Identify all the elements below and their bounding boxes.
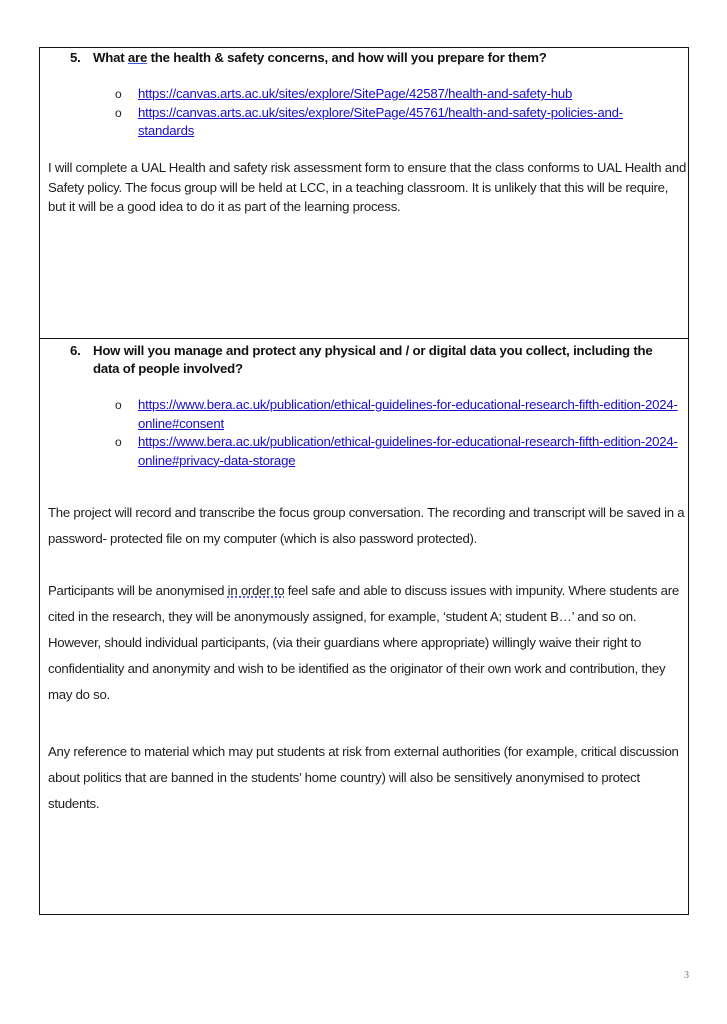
list-item [115, 433, 678, 470]
grammar-flag[interactable]: are [127, 50, 148, 65]
paragraph-text-part: Participants will be anonymised [48, 583, 228, 598]
form-table [39, 47, 689, 915]
link-health-safety-policies[interactable]: https://canvas.arts.ac.uk/sites/explore/SitePage/45761/health-and-safety-policies-and-standards [138, 104, 623, 138]
grammar-flag[interactable]: in order to [227, 583, 285, 598]
link-bera-privacy[interactable]: https://www.bera.ac.uk/publication/ethical-guidelines-for-educational-research-fifth-edition-2024-online#privacy-data-storage [138, 434, 678, 468]
section-6-number: 6. [70, 343, 81, 358]
section-6-cell [40, 339, 688, 914]
section-5-answer: I will complete a UAL Health and safety risk assessment form to ensure that the class conforms to UAL Health and Safety policy. The focus group will be held at LCC, in a teaching classroom. It is unlikely that this will be require, but it will be a good idea to do it as part of the learning process. [48, 160, 687, 214]
section-6-answer-paragraph-3: Any reference to material which may put students at risk from external authorities (for example, critical discussion about politics that are banned in the students’ home country) will also be sensitively anonymised to protect students. [48, 744, 679, 811]
page-number: 3 [684, 970, 689, 981]
bullet-icon: o [115, 105, 122, 120]
section-6-question [70, 342, 660, 378]
link-bera-consent[interactable]: https://www.bera.ac.uk/publication/ethical-guidelines-for-educational-research-fifth-edition-2024-online#consent [138, 397, 678, 431]
list-item [115, 396, 678, 433]
link-health-safety-hub[interactable]: https://canvas.arts.ac.uk/sites/explore/SitePage/42587/health-and-safety-hub [138, 86, 573, 101]
section-5-question-text [93, 49, 547, 67]
question-text-part: What [93, 50, 128, 65]
section-5-cell [40, 48, 688, 339]
section-5-number: 5. [70, 50, 81, 65]
bullet-icon: o [115, 435, 122, 449]
section-5-question [70, 49, 547, 67]
section-6-links [115, 396, 678, 470]
bullet-icon: o [115, 87, 122, 101]
section-5-links [115, 85, 678, 141]
list-item [115, 85, 678, 104]
paragraph-text-part: feel safe and able to discuss issues with impunity. Where students are cited in the research, they will be anonymously assigned, for example, ‘student A; student B…’ and so on. However, should individual participants, (via their guardians where appropriate) willingly waive their right to confidentiality and anonymity and wish to be identified as the originator of their own work and contribution, they may do so. [48, 583, 679, 702]
section-6-answer-paragraph-2 [48, 578, 688, 708]
list-item [115, 104, 678, 141]
question-text-part: the health & safety concerns, and how will you prepare for them? [147, 50, 547, 65]
section-6-answer-paragraph-1: The project will record and transcribe the focus group conversation. The recording and transcript will be saved in a password- protected file on my computer (which is also password protected). [48, 505, 685, 546]
bullet-icon: o [115, 398, 122, 412]
section-6-question-text: How will you manage and protect any physical and / or digital data you collect, including the data of people involved? [93, 343, 653, 376]
